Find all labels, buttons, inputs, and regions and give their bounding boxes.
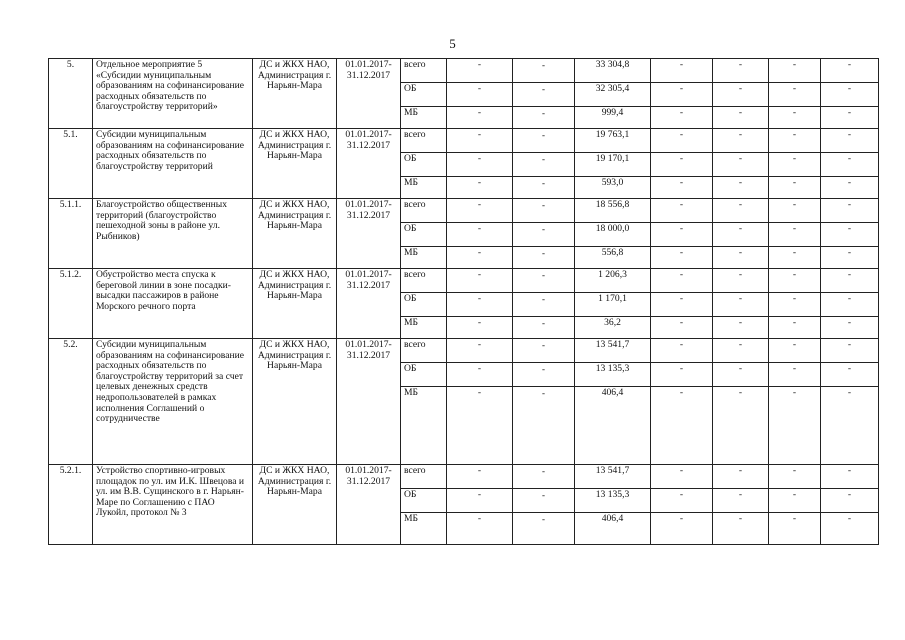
value-cell: -	[447, 199, 513, 223]
value-cell: -	[447, 177, 513, 199]
table-row	[49, 339, 879, 363]
value-cell: -	[821, 317, 879, 339]
value-cell: -	[769, 269, 821, 293]
value-cell: -	[651, 513, 713, 545]
table-row	[49, 129, 879, 153]
value-cell: -	[447, 107, 513, 129]
implementation-period: 01.01.2017- 31.12.2017	[337, 465, 401, 545]
value-cell: -	[769, 223, 821, 247]
value-cell: -	[513, 293, 575, 317]
value-cell: -	[713, 223, 769, 247]
value-cell: -	[513, 83, 575, 107]
value-cell: -	[713, 199, 769, 223]
value-cell: -	[447, 269, 513, 293]
value-cell: -	[713, 363, 769, 387]
value-cell: -	[821, 153, 879, 177]
value-cell: -	[513, 223, 575, 247]
value-cell: -	[713, 489, 769, 513]
value-cell: -	[821, 387, 879, 465]
value-cell: -	[447, 293, 513, 317]
responsible-executor: ДС и ЖКХ НАО, Администрация г. Нарьян-Мара	[253, 59, 337, 129]
value-cell: -	[447, 247, 513, 269]
amount-cell: 406,4	[575, 387, 651, 465]
value-cell: -	[513, 177, 575, 199]
value-cell: -	[713, 153, 769, 177]
amount-cell: 13 541,7	[575, 339, 651, 363]
value-cell: -	[769, 83, 821, 107]
value-cell: -	[447, 387, 513, 465]
value-cell: -	[713, 129, 769, 153]
value-cell: -	[769, 339, 821, 363]
value-cell: -	[821, 465, 879, 489]
value-cell: -	[821, 293, 879, 317]
funding-source: МБ	[401, 317, 447, 339]
value-cell: -	[769, 293, 821, 317]
value-cell: -	[821, 129, 879, 153]
value-cell: -	[447, 83, 513, 107]
value-cell: -	[769, 153, 821, 177]
value-cell: -	[769, 513, 821, 545]
value-cell: -	[821, 83, 879, 107]
value-cell: -	[821, 339, 879, 363]
value-cell: -	[713, 59, 769, 83]
amount-cell: 18 556,8	[575, 199, 651, 223]
funding-source: МБ	[401, 247, 447, 269]
value-cell: -	[713, 83, 769, 107]
value-cell: -	[651, 83, 713, 107]
measure-name: Субсидии муниципальным образованиям на софинансирование расходных обязательств по благоустройству территорий за счет целевых денежных средств недропользователей в рамках исполнения Соглашений о сотрудничестве	[93, 339, 253, 465]
value-cell: -	[713, 317, 769, 339]
amount-cell: 36,2	[575, 317, 651, 339]
value-cell: -	[651, 269, 713, 293]
value-cell: -	[769, 107, 821, 129]
value-cell: -	[769, 489, 821, 513]
value-cell: -	[769, 177, 821, 199]
responsible-executor: ДС и ЖКХ НАО, Администрация г. Нарьян-Мара	[253, 339, 337, 465]
value-cell: -	[447, 317, 513, 339]
funding-source: МБ	[401, 107, 447, 129]
funding-source: МБ	[401, 387, 447, 465]
value-cell: -	[651, 129, 713, 153]
row-number: 5.	[49, 59, 93, 129]
value-cell: -	[513, 247, 575, 269]
measure-name: Устройство спортивно-игровых площадок по ул. им И.К. Швецова и ул. им В.В. Сущинского в г. Нарьян-Маре по Соглашению с ПАО Лукойл, протокол № 3	[93, 465, 253, 545]
funding-source: всего	[401, 129, 447, 153]
funding-source: ОБ	[401, 83, 447, 107]
value-cell: -	[821, 489, 879, 513]
page-number: 5	[449, 36, 456, 51]
amount-cell: 19 170,1	[575, 153, 651, 177]
value-cell: -	[769, 199, 821, 223]
value-cell: -	[513, 465, 575, 489]
responsible-executor: ДС и ЖКХ НАО, Администрация г. Нарьян-Мара	[253, 199, 337, 269]
funding-source: всего	[401, 465, 447, 489]
amount-cell: 18 000,0	[575, 223, 651, 247]
value-cell: -	[447, 339, 513, 363]
funding-source: МБ	[401, 177, 447, 199]
value-cell: -	[769, 59, 821, 83]
table-row	[49, 199, 879, 223]
value-cell: -	[651, 387, 713, 465]
value-cell: -	[713, 513, 769, 545]
responsible-executor: ДС и ЖКХ НАО, Администрация г. Нарьян-Мара	[253, 129, 337, 199]
table-body	[49, 59, 879, 545]
amount-cell: 13 135,3	[575, 489, 651, 513]
value-cell: -	[713, 177, 769, 199]
measure-name: Отдельное мероприятие 5 «Субсидии муниципальным образованиям на софинансирование расходных обязательств по благоустройству территорий»	[93, 59, 253, 129]
value-cell: -	[447, 363, 513, 387]
implementation-period: 01.01.2017- 31.12.2017	[337, 199, 401, 269]
row-number: 5.1.	[49, 129, 93, 199]
funding-source: ОБ	[401, 293, 447, 317]
implementation-period: 01.01.2017- 31.12.2017	[337, 269, 401, 339]
program-table	[48, 58, 879, 545]
value-cell: -	[713, 107, 769, 129]
value-cell: -	[651, 223, 713, 247]
funding-source: всего	[401, 59, 447, 83]
amount-cell: 13 135,3	[575, 363, 651, 387]
implementation-period: 01.01.2017- 31.12.2017	[337, 59, 401, 129]
value-cell: -	[513, 107, 575, 129]
value-cell: -	[513, 317, 575, 339]
value-cell: -	[821, 107, 879, 129]
value-cell: -	[651, 199, 713, 223]
amount-cell: 406,4	[575, 513, 651, 545]
value-cell: -	[447, 489, 513, 513]
measure-name: Субсидии муниципальным образованиям на софинансирование расходных обязательств по благоустройству территорий	[93, 129, 253, 199]
value-cell: -	[821, 199, 879, 223]
value-cell: -	[713, 339, 769, 363]
implementation-period: 01.01.2017- 31.12.2017	[337, 339, 401, 465]
row-number: 5.2.	[49, 339, 93, 465]
value-cell: -	[769, 387, 821, 465]
value-cell: -	[821, 513, 879, 545]
value-cell: -	[821, 223, 879, 247]
value-cell: -	[651, 363, 713, 387]
amount-cell: 1 170,1	[575, 293, 651, 317]
funding-source: ОБ	[401, 489, 447, 513]
implementation-period: 01.01.2017- 31.12.2017	[337, 129, 401, 199]
row-number: 5.1.1.	[49, 199, 93, 269]
value-cell: -	[821, 363, 879, 387]
value-cell: -	[513, 363, 575, 387]
value-cell: -	[713, 387, 769, 465]
row-number: 5.1.2.	[49, 269, 93, 339]
value-cell: -	[651, 489, 713, 513]
value-cell: -	[651, 339, 713, 363]
value-cell: -	[447, 465, 513, 489]
value-cell: -	[513, 269, 575, 293]
value-cell: -	[513, 513, 575, 545]
responsible-executor: ДС и ЖКХ НАО, Администрация г. Нарьян-Мара	[253, 269, 337, 339]
value-cell: -	[821, 269, 879, 293]
value-cell: -	[447, 223, 513, 247]
value-cell: -	[447, 513, 513, 545]
amount-cell: 32 305,4	[575, 83, 651, 107]
value-cell: -	[651, 317, 713, 339]
responsible-executor: ДС и ЖКХ НАО, Администрация г. Нарьян-Мара	[253, 465, 337, 545]
value-cell: -	[513, 199, 575, 223]
value-cell: -	[821, 177, 879, 199]
value-cell: -	[447, 59, 513, 83]
amount-cell: 556,8	[575, 247, 651, 269]
value-cell: -	[651, 153, 713, 177]
amount-cell: 19 763,1	[575, 129, 651, 153]
value-cell: -	[713, 269, 769, 293]
value-cell: -	[651, 465, 713, 489]
funding-source: ОБ	[401, 223, 447, 247]
value-cell: -	[769, 129, 821, 153]
measure-name: Благоустройство общественных территорий (благоустройство пешеходной зоны в районе ул. Рыбников)	[93, 199, 253, 269]
table-row	[49, 269, 879, 293]
value-cell: -	[513, 129, 575, 153]
value-cell: -	[513, 387, 575, 465]
value-cell: -	[769, 247, 821, 269]
row-number: 5.2.1.	[49, 465, 93, 545]
table-row	[49, 465, 879, 489]
value-cell: -	[447, 153, 513, 177]
value-cell: -	[513, 153, 575, 177]
measure-name: Обустройство места спуска к береговой линии в зоне посадки-высадки пассажиров в районе Морского речного порта	[93, 269, 253, 339]
value-cell: -	[821, 247, 879, 269]
value-cell: -	[513, 339, 575, 363]
value-cell: -	[651, 293, 713, 317]
amount-cell: 33 304,8	[575, 59, 651, 83]
value-cell: -	[513, 59, 575, 83]
amount-cell: 1 206,3	[575, 269, 651, 293]
amount-cell: 999,4	[575, 107, 651, 129]
value-cell: -	[513, 489, 575, 513]
value-cell: -	[447, 129, 513, 153]
funding-source: ОБ	[401, 153, 447, 177]
amount-cell: 13 541,7	[575, 465, 651, 489]
value-cell: -	[651, 177, 713, 199]
funding-source: всего	[401, 269, 447, 293]
value-cell: -	[769, 363, 821, 387]
value-cell: -	[713, 293, 769, 317]
funding-source: всего	[401, 199, 447, 223]
value-cell: -	[769, 465, 821, 489]
table-row	[49, 59, 879, 83]
value-cell: -	[713, 465, 769, 489]
funding-source: всего	[401, 339, 447, 363]
value-cell: -	[651, 247, 713, 269]
amount-cell: 593,0	[575, 177, 651, 199]
value-cell: -	[651, 107, 713, 129]
funding-source: МБ	[401, 513, 447, 545]
value-cell: -	[713, 247, 769, 269]
funding-source: ОБ	[401, 363, 447, 387]
value-cell: -	[821, 59, 879, 83]
value-cell: -	[769, 317, 821, 339]
value-cell: -	[651, 59, 713, 83]
